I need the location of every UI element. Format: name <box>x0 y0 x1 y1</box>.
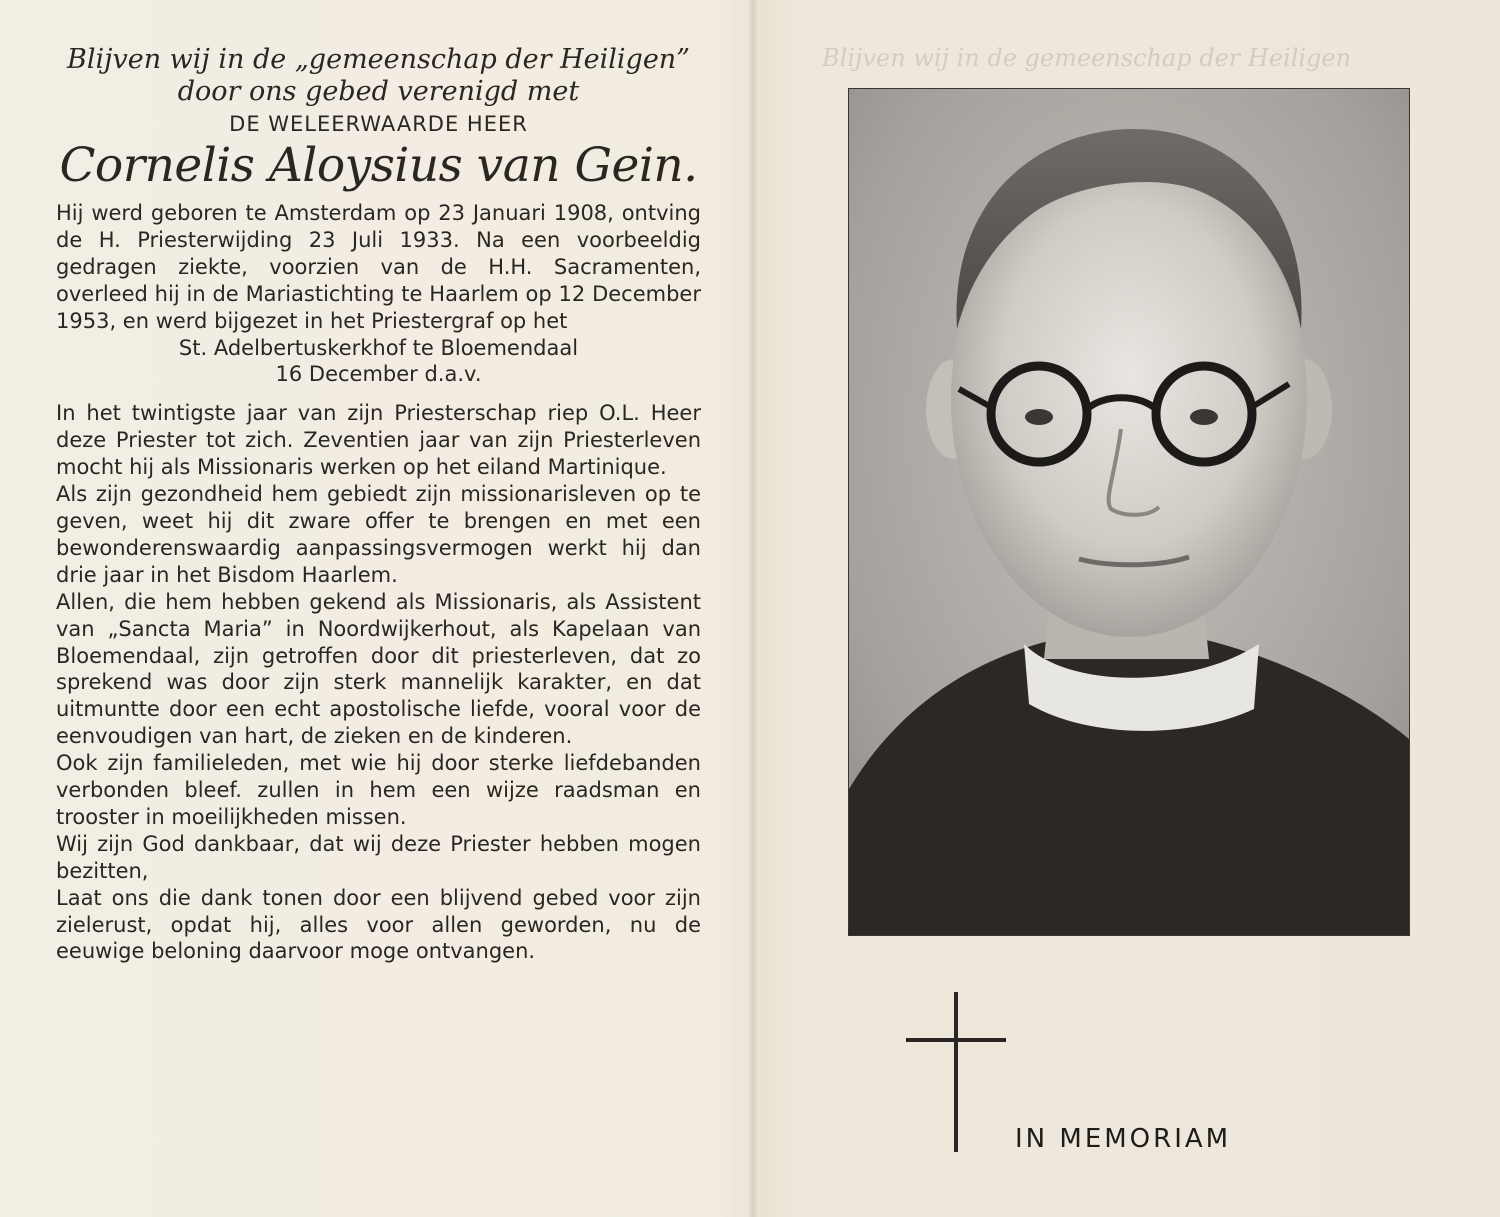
intro-line-2: door ons gebed verenigd met <box>177 76 580 107</box>
left-page-text <box>56 44 701 965</box>
portrait-illustration <box>849 89 1409 935</box>
paragraph-gratitude: Wij zijn God dankbaar, dat wij deze Priester hebben mogen bezitten, <box>56 831 701 883</box>
paragraph-health: Als zijn gezondheid hem gebiedt zijn missionarisleven op te geven, weet hij dit zware offer te brengen en met een bewonderenswaardig aanpassingsvermogen werkt hij dan drie jaar in het Bisdom Haarlem. <box>56 482 701 587</box>
paragraph-gap <box>56 388 701 400</box>
paragraph-priesthood: In het twintigste jaar van zijn Priesterschap riep O.L. Heer deze Priester tot zich. Zeventien jaar van zijn Priesterleven mocht hij als Missionaris werken op het eiland Martinique. <box>56 401 701 480</box>
biography-text: Hij werd geboren te Amsterdam op 23 Januari 1908, ontving de H. Priesterwijding 23 Juli 1933. Na een voorbeeldig gedragen ziekte, voorzien van de H.H. Sacramenten, overleed hij in de Mariastichting te Haarlem op 12 December 1953, en werd bijgezet in het Priestergraf op het <box>56 201 701 333</box>
latin-cross-icon <box>906 992 1006 1152</box>
paragraph-family: Ook zijn familieleden, met wie hij door sterke liefdebanden verbonden bleef. zullen in hem een wijze raadsman en trooster in moeilijkheden missen. <box>56 751 701 829</box>
paragraph-prayer: Laat ons die dank tonen door een blijvend gebed voor zijn zielerust, opdat hij, alles voor allen geworden, nu de eeuwige beloning daarvoor moge ontvangen. <box>56 885 701 964</box>
burial-date: 16 December d.a.v. <box>275 362 482 387</box>
deceased-name: Cornelis Aloysius van Gein. <box>59 138 698 193</box>
rank-title: DE WELEERWAARDE HEER <box>229 112 528 136</box>
bleed-through-text: Blijven wij in de gemeenschap der Heiligen <box>822 44 1352 72</box>
in-memoriam-caption: IN MEMORIAM <box>1015 1124 1232 1154</box>
portrait-photo <box>848 88 1410 936</box>
paragraph-tribute: Allen, die hem hebben gekend als Missionaris, als Assistent van „Sancta Maria” in Noordwijkerhout, als Kapelaan van Bloemendaal, zijn getroffen door dit priesterleven, dat zo sprekend was door zijn sterk mannelijk karakter, en dat uitmuntte door een echt apostolische liefde, vooral voor de eenvoudigen van hart, de zieken en de kinderen. <box>56 589 701 749</box>
intro-line-1: Blijven wij in de „gemeenschap der Heiligen” <box>66 44 690 75</box>
card-fold <box>748 0 758 1217</box>
burial-place: St. Adelbertuskerkhof te Bloemendaal <box>178 335 579 360</box>
